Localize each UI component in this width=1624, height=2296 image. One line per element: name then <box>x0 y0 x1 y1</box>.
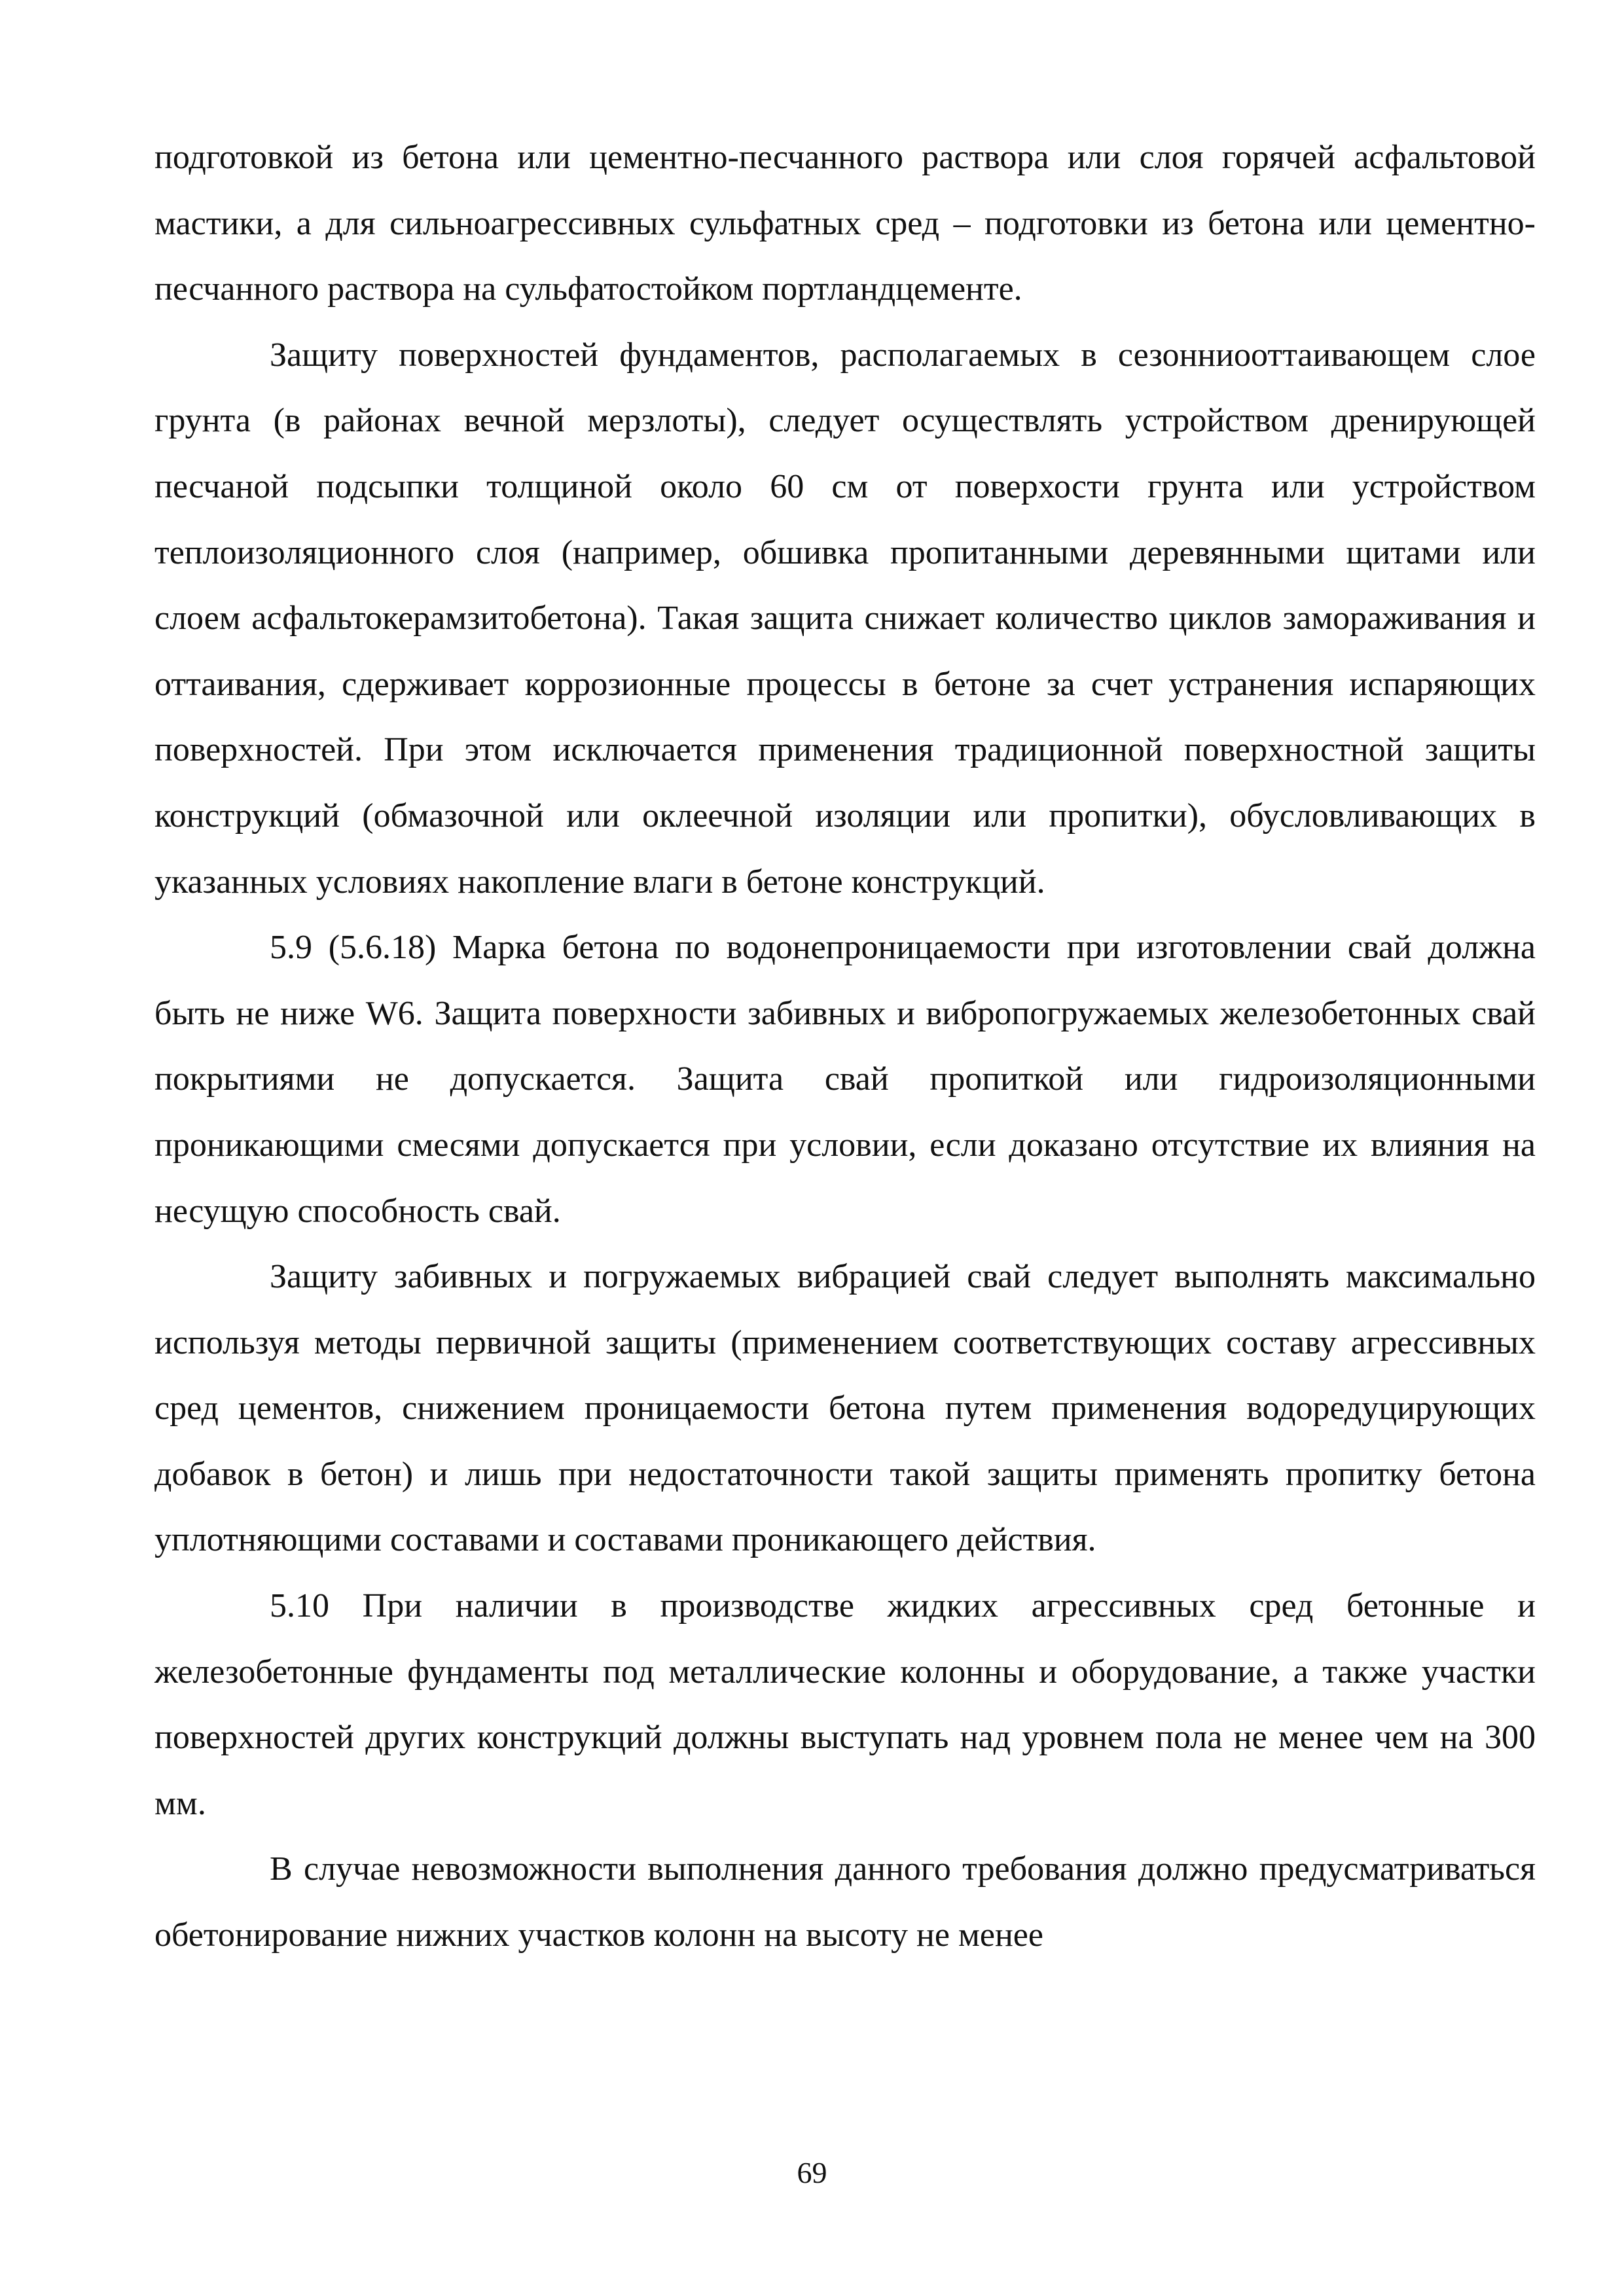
body-text <box>154 125 1536 1969</box>
page-number: 69 <box>797 2156 827 2189</box>
paragraph-continuation: подготовкой из бетона или цементно-песчанного раствора или слоя горячей асфальтовой мастики, а для сильноагрессивных сульфатных сред – подготовки из бетона или цементно-песчанного раствора на сульфатостойком портландцементе. <box>154 139 1536 308</box>
paragraph-foundation-protection: Защиту поверхностей фундаментов, располагаемых в сезонниооттаивающем слое грунта (в районах вечной мерзлоты), следует осуществлять устройством дренирующей песчаной подсыпки толщиной около 60 см от поверхости грунта или устройством теплоизоляционного слоя (например, обшивка пропитанными деревянными щитами или слоем асфальтокерамзитобетона). Такая защита снижает количество циклов замораживания и оттаивания, сдерживает коррозионные процессы в бетоне за счет устранения испаряющих поверхностей. При этом исключается применения традиционной поверхностной защиты конструкций (обмазочной или оклеечной изоляции или пропитки), обусловливающих в указанных условиях накопление влаги в бетоне конструкций. <box>154 336 1536 901</box>
paragraph-section-5-10: 5.10 При наличии в производстве жидких агрессивных сред бетонные и железобетонные фундаменты под металлические колонны и оборудование, а также участки поверхностей других конструкций должны выступать над уровнем пола не менее чем на 300 мм. <box>154 1587 1536 1822</box>
paragraph-section-5-9: 5.9 (5.6.18) Марка бетона по водонепроницаемости при изготовлении свай должна быть не ниже W6. Защита поверхности забивных и вибропогружаемых железобетонных свай покрытиями не допускается. Защита свай пропиткой или гидроизоляционными проникающими смесями допускается при условии, если доказано отсутствие их влияния на несущую способность свай. <box>154 929 1536 1230</box>
paragraph-pile-protection: Защиту забивных и погружаемых вибрацией свай следует выполнять максимально используя методы первичной защиты (применением соответствующих составу агрессивных сред цементов, снижением проницаемости бетона путем применения водоредуцирующих добавок в бетон) и лишь при недостаточности такой защиты применять пропитку бетона уплотняющими составами и составами проникающего действия. <box>154 1258 1536 1559</box>
paragraph-column-concreting: В случае невозможности выполнения данного требования должно предусматриваться обетонирование нижних участков колонн на высоту не менее <box>154 1850 1536 1954</box>
